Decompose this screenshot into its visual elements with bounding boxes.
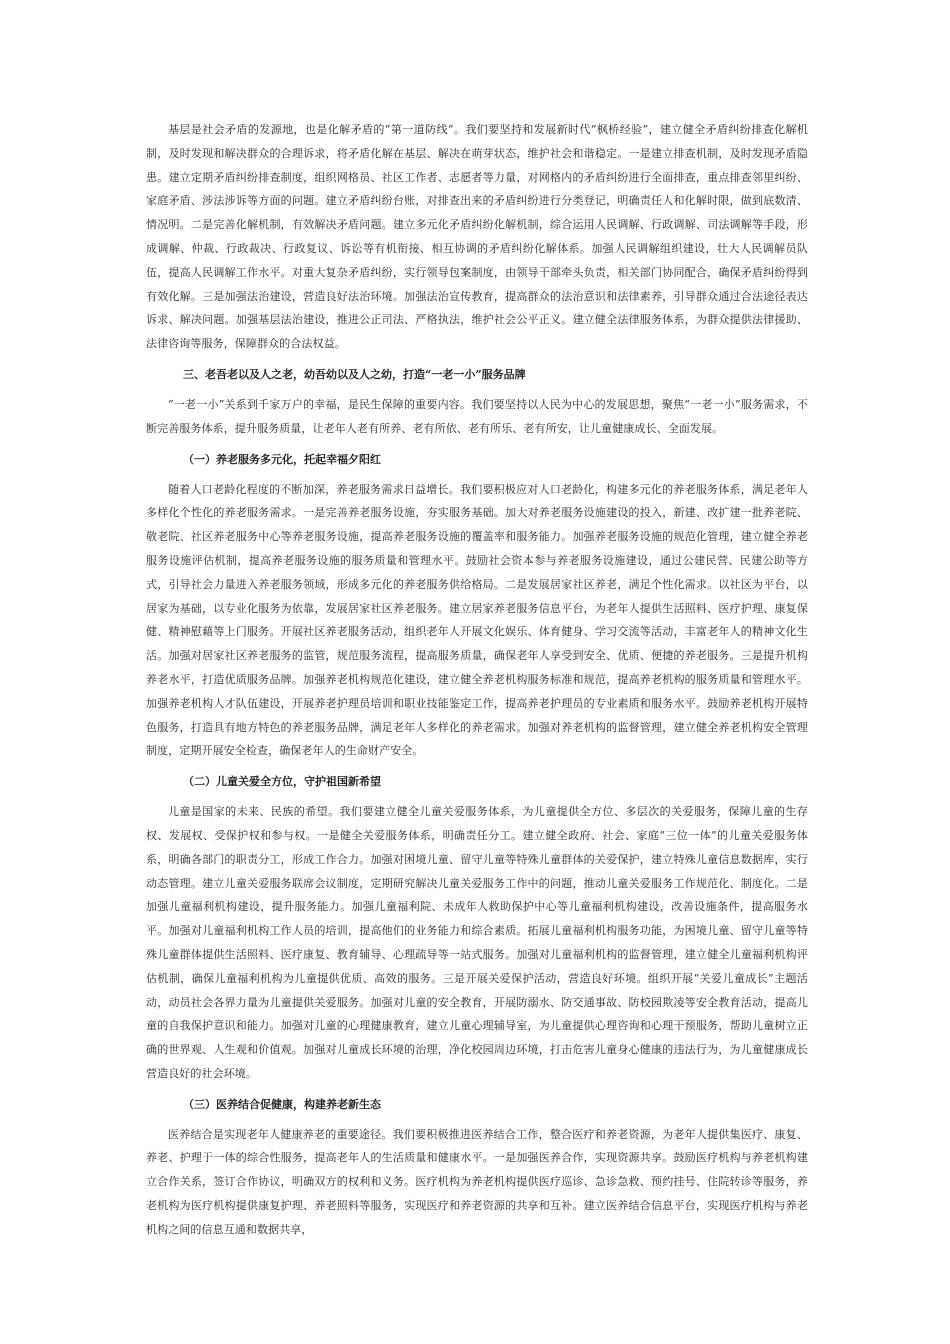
section-heading-3: 三、老吾老以及人之老，幼吾幼以及人之幼，打造“一老一小”服务品牌 xyxy=(183,367,526,381)
paragraph-grassroots-conflict: 基层是社会矛盾的发源地，也是化解矛盾的“第一道防线”。我们要坚持和发展新时代“枫桥经验”，建立健全矛盾纠纷排查化解机制，及时发现和解决群众的合理诉求，将矛盾化解在基层、解决在萌芽状态，维护社会和谐稳定。一是建立排查机制，及时发现矛盾隐患。建立定期矛盾纠纷排查制度，组织网格员、社区工作者、志愿者等力量，对网格内的矛盾纠纷进行全面排查，重点排查邻里纠纷、家庭矛盾、涉法涉诉等方面的问题。建立矛盾纠纷台账，对排查出来的矛盾纠纷进行分类登记，明确责任人和化解时限，做到底数清、情况明。二是完善化解机制，有效解决矛盾问题。建立多元化矛盾纠纷化解机制，综合运用人民调解、行政调解、司法调解等手段，形成调解、仲裁、行政裁决、行政复议、诉讼等有机衔接、相互协调的矛盾纠纷化解体系。加强人民调解组织建设，壮大人民调解员队伍，提高人民调解工作水平。对重大复杂矛盾纠纷，实行领导包案制度，由领导干部牵头负责，相关部门协同配合，确保矛盾纠纷得到有效化解。三是加强法治建设，营造良好法治环境。加强法治宣传教育，提高群众的法治意识和法律素养，引导群众通过合法途径表达诉求、解决问题。加强基层法治建设，推进公正司法、严格执法，维护社会公平正义。建立健全法律服务体系，为群众提供法律援助、法律咨询等服务，保障群众的合法权益。 xyxy=(146,123,808,351)
subsection-heading-elderly-care: （一）养老服务多元化，托起幸福夕阳红 xyxy=(183,452,381,466)
paragraph-child-care: 儿童是国家的未来、民族的希望。我们要建立健全儿童关爱服务体系，为儿童提供全方位、多层次的关爱服务，保障儿童的生存权、发展权、受保护权和参与权。一是健全关爱服务体系，明确责任分工。建立健全政府、社会、家庭“三位一体”的儿童关爱服务体系，明确各部门的职责分工，形成工作合力。加强对困境儿童、留守儿童等特殊儿童群体的关爱保护，建立特殊儿童信息数据库，实行动态管理。建立儿童关爱服务联席会议制度，定期研究解决儿童关爱服务工作中的问题，推动儿童关爱服务工作规范化、制度化。二是加强儿童福利机构建设，提升服务能力。加强儿童福利院、未成年人救助保护中心等儿童福利机构建设，改善设施条件，提高服务水平。加强对儿童福利机构工作人员的培训，提高他们的业务能力和综合素质。拓展儿童福利机构服务功能，为困境儿童、留守儿童等特殊儿童群体提供生活照料、医疗康复、教育辅导、心理疏导等一站式服务。加强对儿童福利机构的监督管理，建立健全儿童福利机构评估机制，确保儿童福利机构为儿童提供优质、高效的服务。三是开展关爱保护活动，营造良好环境。组织开展“关爱儿童成长”主题活动，动员社会各界力量为儿童提供关爱服务。加强对儿童的安全教育，开展防溺水、防交通事故、防校园欺凌等安全教育活动，提高儿童的自我保护意识和能力。加强对儿童的心理健康教育，建立儿童心理辅导室，为儿童提供心理咨询和心理干预服务，帮助儿童树立正确的世界观、人生观和价值观。加强对儿童成长环境的治理，净化校园周边环境，打击危害儿童身心健康的违法行为，为儿童健康成长营造良好的社会环境。 xyxy=(146,805,808,1080)
subsection-heading-medical-elderly: （三）医养结合促健康，构建养老新生态 xyxy=(183,1097,381,1111)
document-page xyxy=(146,118,808,1242)
paragraph-one-old-one-young: “一老一小”关系到千家万户的幸福，是民生保障的重要内容。我们要坚持以人民为中心的发展思想，聚焦“一老一小”服务需求，不断完善服务体系，提升服务质量，让老年人老有所养、老有所依、老有所乐、老有所安，让儿童健康成长、全面发展。 xyxy=(146,397,808,435)
subsection-heading-child-care: （二）儿童关爱全方位，守护祖国新希望 xyxy=(183,775,381,789)
paragraph-elderly-care: 随着人口老龄化程度的不断加深，养老服务需求日益增长。我们要积极应对人口老龄化，构建多元化的养老服务体系，满足老年人多样化个性化的养老服务需求。一是完善养老服务设施，夯实服务基础。加大对养老服务设施建设的投入，新建、改扩建一批养老院、敬老院、社区养老服务中心等养老服务设施，提高养老服务设施的覆盖率和服务能力。加强养老服务设施的规范化管理，建立健全养老服务设施评估机制，提高养老服务设施的服务质量和管理水平。鼓励社会资本参与养老服务设施建设，通过公建民营、民建公助等方式，引导社会力量进入养老服务领域，形成多元化的养老服务供给格局。二是发展居家社区养老，满足个性化需求。以社区为平台，以居家为基础，以专业化服务为依靠，发展居家社区养老服务。建立居家养老服务信息平台，为老年人提供生活照料、医疗护理、康复保健、精神慰藉等上门服务。开展社区养老服务活动，组织老年人开展文化娱乐、体育健身、学习交流等活动，丰富老年人的精神文化生活。加强对居家社区养老服务的监管，规范服务流程，提高服务质量，确保老年人享受到安全、优质、便捷的养老服务。三是提升机构养老水平，打造优质服务品牌。加强养老机构规范化建设，建立健全养老机构服务标准和规范，提高养老机构的服务质量和管理水平。加强养老机构人才队伍建设，开展养老护理员培训和职业技能鉴定工作，提高养老护理员的专业素质和服务水平。鼓励养老机构开展特色服务，打造具有地方特色的养老服务品牌，满足老年人多样化的养老需求。加强对养老机构的监督管理，建立健全养老机构安全管理制度，定期开展安全检查，确保老年人的生命财产安全。 xyxy=(146,482,808,758)
paragraph-medical-elderly: 医养结合是实现老年人健康养老的重要途径。我们要积极推进医养结合工作，整合医疗和养老资源，为老年人提供集医疗、康复、养老、护理于一体的综合性服务，提高老年人的生活质量和健康水平。一是加强医养合作，实现资源共享。鼓励医疗机构与养老机构建立合作关系，签订合作协议，明确双方的权利和义务。医疗机构为养老机构提供医疗巡诊、急诊急救、预约挂号、住院转诊等服务，养老机构为医疗机构提供康复护理、养老照料等服务，实现医疗和养老资源的共享和互补。建立医养结合信息平台，实现医疗机构与养老机构之间的信息互通和数据共享， xyxy=(146,1127,808,1236)
